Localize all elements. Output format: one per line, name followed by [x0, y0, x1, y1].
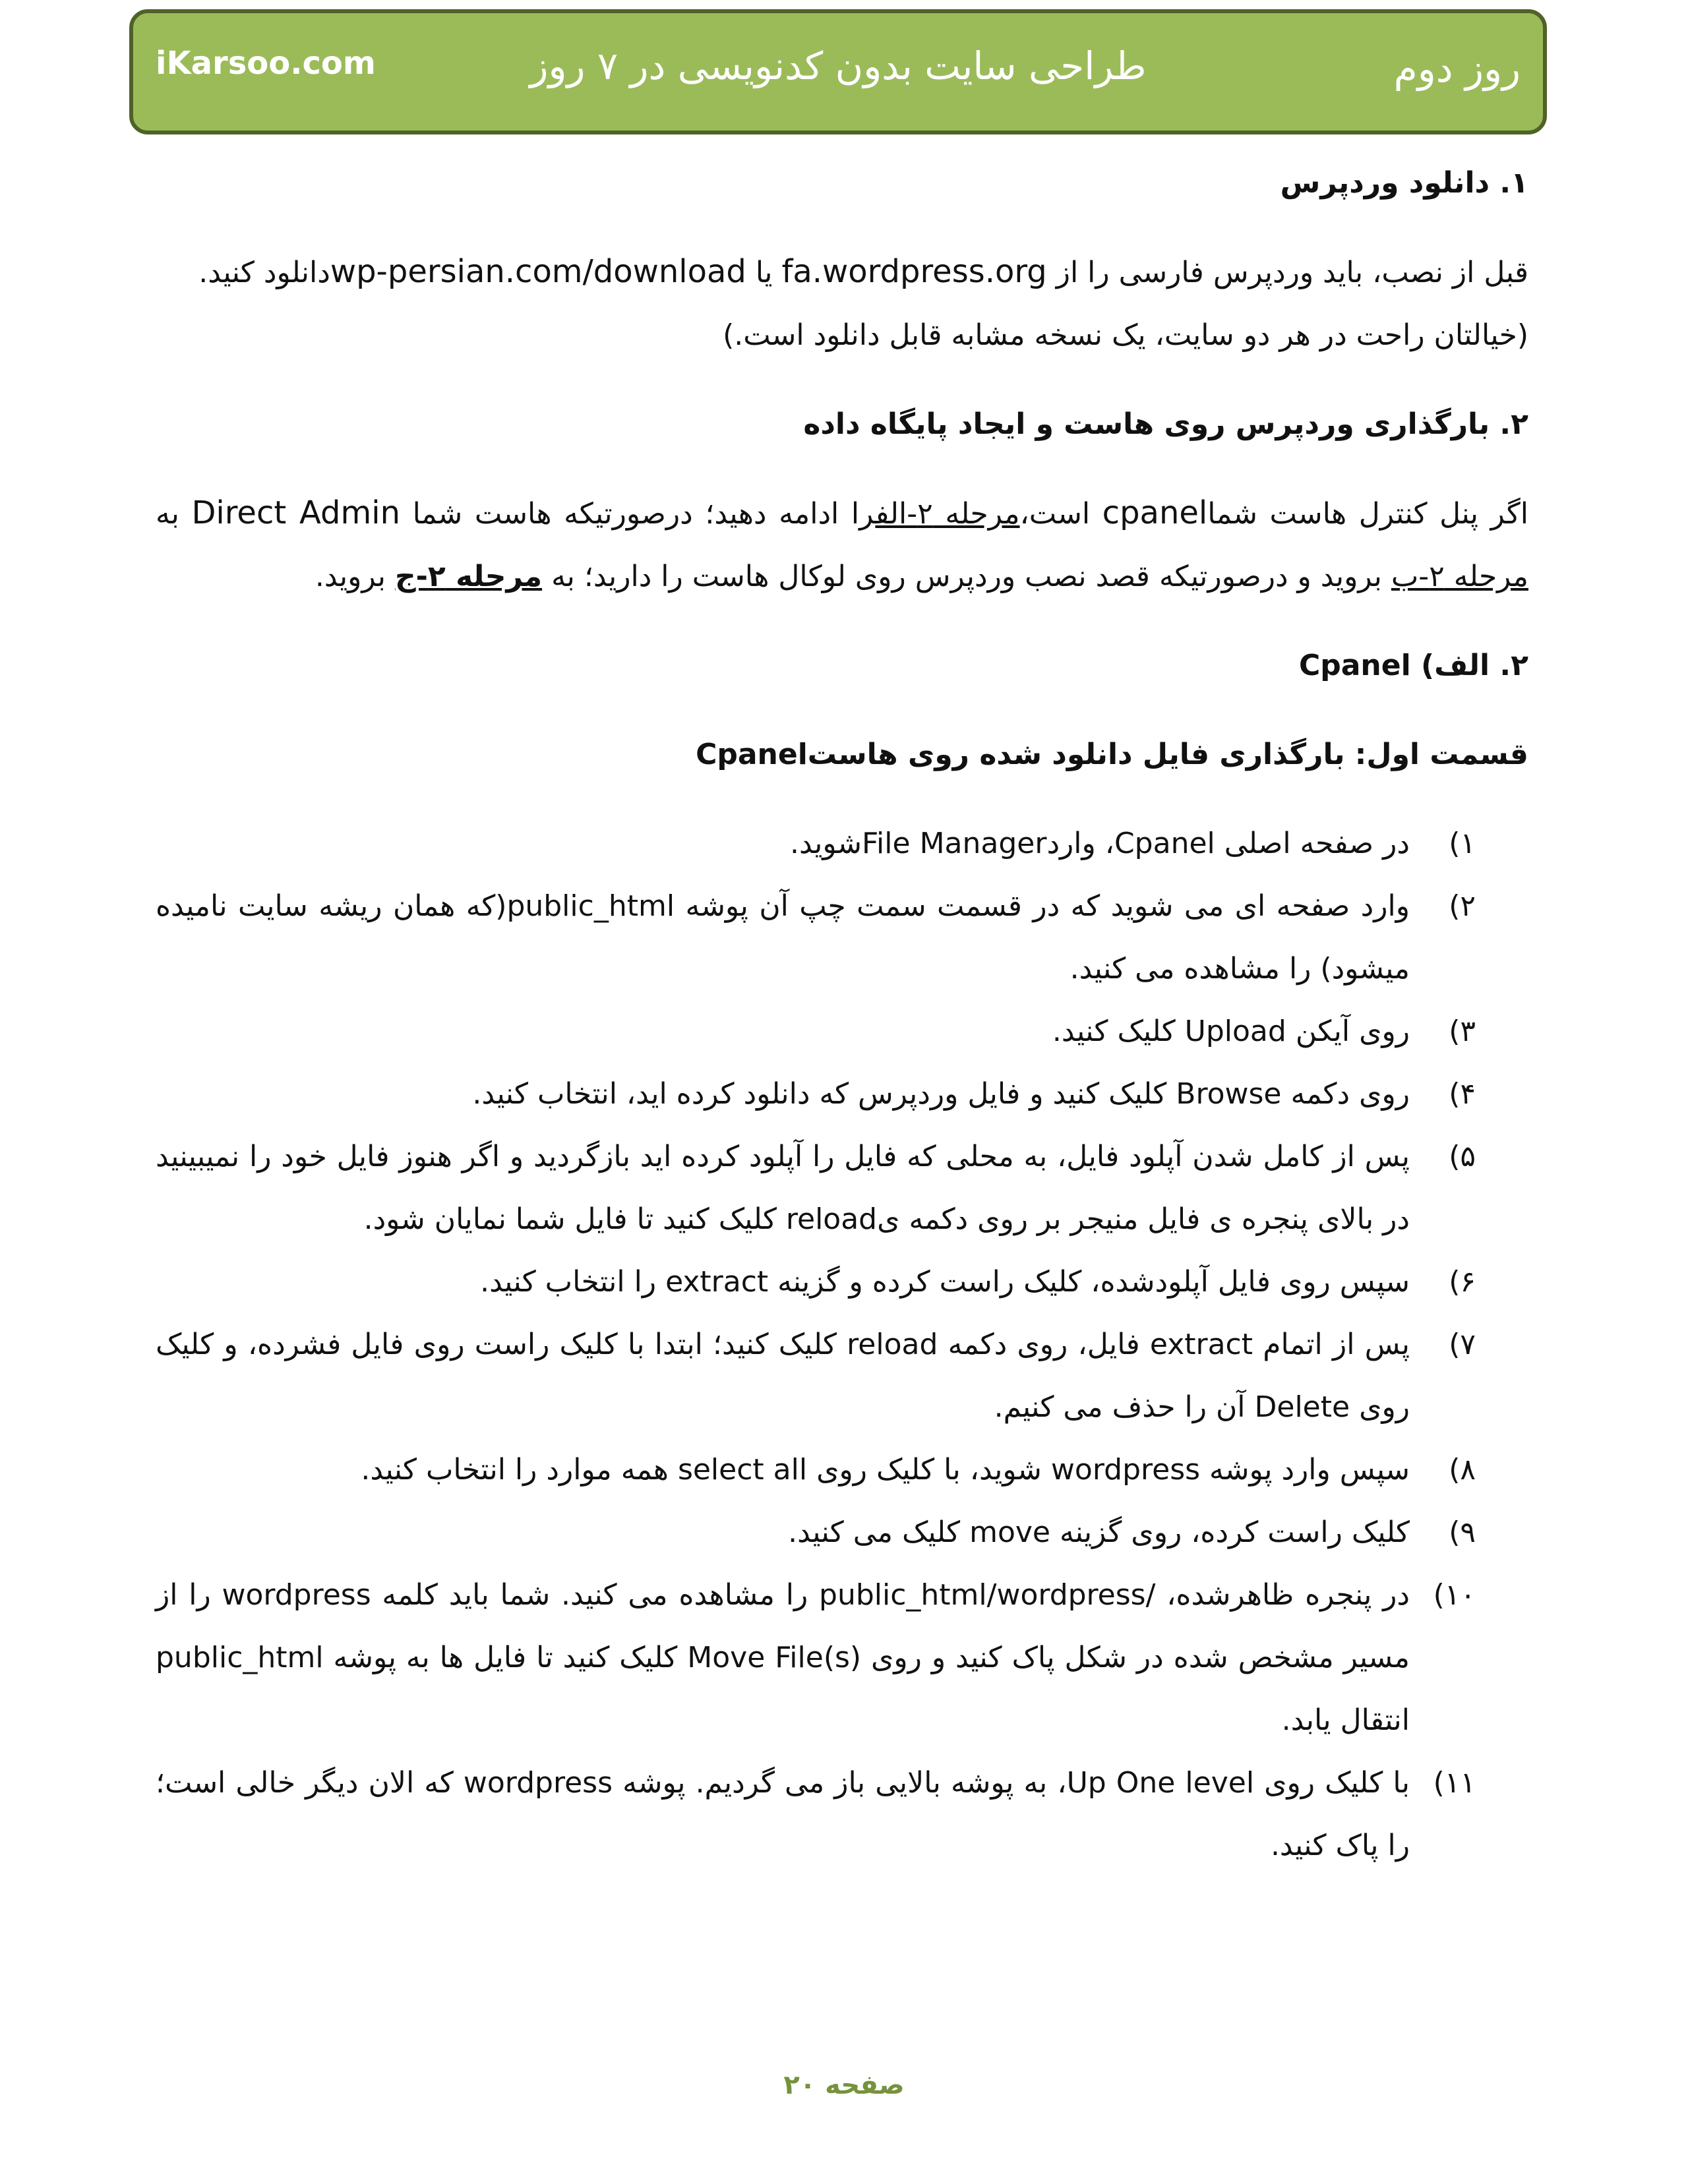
step-number: ۷) [1449, 1328, 1476, 1361]
list-item [156, 1000, 1528, 1063]
text-run: بروید. [315, 560, 395, 593]
list-item [156, 812, 1528, 875]
header-title: طراحی سایت بدون کدنویسی در ۷ روز [529, 44, 1147, 88]
list-item [156, 1063, 1528, 1125]
day-label: روز دوم [1393, 46, 1521, 91]
wp-persian-link[interactable]: wp-persian.com/download [330, 253, 746, 290]
page-number: صفحه ۲۰ [783, 2070, 905, 2100]
wordpress-org-link[interactable]: fa.wordpress.org [781, 253, 1047, 290]
step-text: سپس روی فایل آپلودشده، کلیک راست کرده و گزینه extract را انتخاب کنید. [480, 1265, 1410, 1299]
step-text: کلیک راست کرده، روی گزینه move کلیک می کنید. [788, 1516, 1410, 1549]
list-item [156, 1125, 1528, 1251]
section-title-upload: ۲. بارگذاری وردپرس روی هاست و ایجاد پایگاه داده [803, 407, 1528, 441]
step-2c-link[interactable]: مرحله ۲-ج [394, 560, 543, 593]
step-text: پس از اتمام extract فایل، روی دکمه reload کلیک کنید؛ ابتدا با کلیک راست روی فایل فشرده، و کلیک روی Delete آن را حذف می کنیم. [156, 1328, 1410, 1424]
step-text: وارد صفحه ای می شوید که در قسمت سمت چپ آن پوشه public_html(که همان ریشه سایت نامیده میشود) را مشاهده می کنید. [156, 889, 1410, 986]
step-text: روی دکمه Browse کلیک کنید و فایل وردپرس که دانلود کرده اید، انتخاب کنید. [472, 1077, 1410, 1111]
step-number: ۱۱) [1433, 1766, 1476, 1800]
step-2b-link[interactable]: مرحله ۲-ب [1391, 560, 1528, 593]
list-item [156, 1251, 1528, 1313]
list-item [156, 1438, 1528, 1501]
step-number: ۴) [1449, 1077, 1476, 1111]
site-name: iKarsoo.com [156, 45, 376, 82]
text-run: بروید و درصورتیکه قصد نصب وردپرس روی لوکال هاست را دارید؛ به [542, 560, 1391, 593]
download-note: (خیالتان راحت در هر دو سایت، یک نسخه مشابه قابل دانلود است.) [723, 318, 1528, 352]
list-item [156, 875, 1528, 1000]
list-item [156, 1752, 1528, 1877]
step-text: روی آیکن Upload کلیک کنید. [1052, 1015, 1410, 1048]
step-2a-link[interactable]: مرحله ۲-الف [875, 497, 1020, 531]
step-number: ۱) [1449, 827, 1476, 860]
text-run: قبل از نصب، باید وردپرس فارسی را از [1046, 256, 1528, 289]
list-item [156, 1564, 1528, 1752]
step-text: در پنجره ظاهرشده، /public_html/wordpress را مشاهده می کنید. شما باید کلمه wordpress را از مسیر مشخص شده در شکل پاک کنید و روی Move File(s) کلیک کنید تا فایل ها به پوشه public_html انتقال یابد. [156, 1578, 1410, 1737]
subsection-title: قسمت اول: بارگذاری فایل دانلود شده روی هاستCpanel [696, 738, 1528, 771]
section-title-cpanel: ۲. الف) Cpanel [1298, 649, 1528, 682]
step-text: با کلیک روی Up One level، به پوشه بالایی باز می گردیم. پوشه wordpress که الان دیگر خالی است؛ را پاک کنید. [156, 1766, 1410, 1862]
step-number: ۶) [1449, 1265, 1476, 1299]
steps-list [156, 812, 1528, 1877]
step-number: ۱۰) [1433, 1578, 1476, 1612]
step-number: ۸) [1449, 1453, 1476, 1487]
direct-admin-term: Direct Admin [191, 494, 400, 531]
document-body [156, 152, 1528, 1877]
download-paragraph [156, 241, 1528, 367]
host-paragraph [156, 482, 1528, 608]
text-run: را ادامه دهید؛ درصورتیکه هاست شما [400, 497, 876, 531]
list-item [156, 1313, 1528, 1438]
list-item [156, 1501, 1528, 1564]
step-text: در صفحه اصلی Cpanel، واردFile Managerشوید. [790, 827, 1410, 860]
section-title-download: ۱. دانلود وردپرس [1280, 166, 1528, 200]
text-run: دانلود کنید. [198, 256, 330, 289]
text-run: اگر پنل کنترل هاست شما [1207, 497, 1529, 531]
step-text: پس از کامل شدن آپلود فایل، به محلی که فایل را آپلود کرده اید بازگردید و اگر هنوز فایل خود را نمیبینید در بالای پنجره ی فایل منیجر بر روی دکمه یreload کلیک کنید تا فایل شما نمایان شود. [156, 1140, 1410, 1236]
step-number: ۲) [1449, 889, 1476, 923]
step-number: ۳) [1449, 1015, 1476, 1048]
step-text: سپس وارد پوشه wordpress شوید، با کلیک روی select all همه موارد را انتخاب کنید. [361, 1453, 1410, 1487]
cpanel-term: cpanel [1102, 494, 1208, 531]
step-number: ۹) [1449, 1516, 1476, 1549]
text-run: به [156, 497, 192, 531]
text-run: یا [746, 256, 782, 289]
text-run: است، [1019, 497, 1102, 531]
step-number: ۵) [1449, 1140, 1476, 1173]
page-header [129, 9, 1547, 134]
